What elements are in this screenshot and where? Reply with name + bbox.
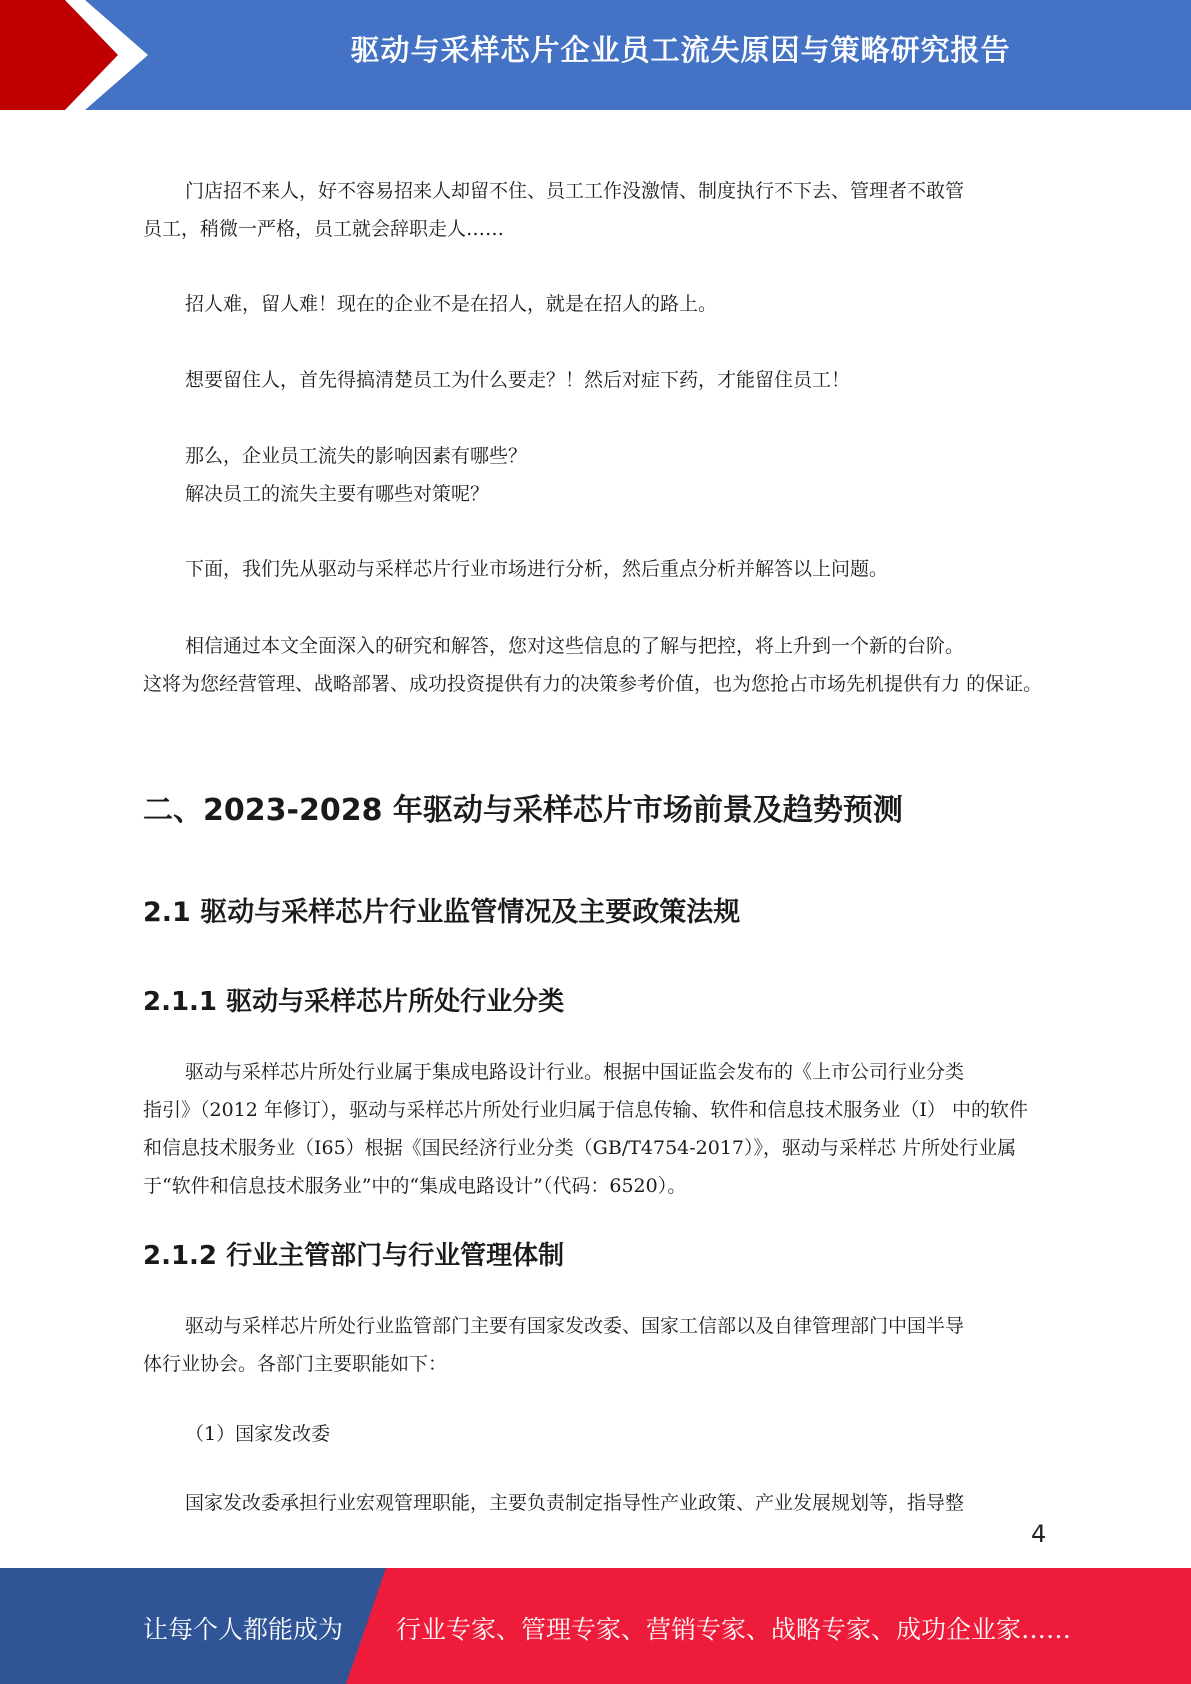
- text-line: （1）国家发改委: [185, 1423, 331, 1445]
- paragraph: [143, 285, 1045, 323]
- subsubsection-heading: 2.1.2 行业主管部门与行业管理体制: [143, 1241, 565, 1271]
- paragraph: [143, 627, 1045, 703]
- text-line: 这将为您经营管理、战略部署、成功投资提供有力的决策参考价值，也为您抢占市场先机提供有力: [143, 673, 961, 695]
- text-line: 指引》（2012 年修订），驱动与采样芯片所处行业归属于信息传输、软件和信息技术服务业（I）: [143, 1099, 946, 1121]
- text-line: 国家发改委承担行业宏观管理职能，主要负责制定指导性产业政策、产业发展规划等，指导整: [185, 1492, 965, 1514]
- text-line: 中的软件和信息技术服务业（I65）根据《国民经济行业分类（GB/T4754-2017）》，驱动与采样芯: [143, 1099, 1028, 1159]
- footer-slogan-right: 行业专家、管理专家、营销专家、战略专家、成功企业家……: [396, 1615, 1072, 1644]
- report-title: 驱动与采样芯片企业员工流失原因与策略研究报告: [350, 33, 1011, 67]
- list-item: [143, 1415, 1045, 1453]
- text-line: 驱动与采样芯片所处行业属于集成电路设计行业。根据中国证监会发布的《上市公司行业分类: [185, 1061, 965, 1083]
- paragraph-regulators: [143, 1307, 1045, 1383]
- footer-slogan-left: 让每个人都能成为: [143, 1615, 344, 1644]
- text-line: 那么，企业员工流失的影响因素有哪些？: [185, 445, 528, 467]
- paragraph: [143, 550, 1045, 588]
- subsection-heading: 2.1 驱动与采样芯片行业监管情况及主要政策法规: [143, 897, 741, 928]
- text-line: 片所处行业属于“软件和信息技术服务业”中的“集成电路设计”（代码：6520）。: [143, 1137, 1017, 1197]
- text-line: 门店招不来人，好不容易招来人却留不住、员工工作没激情、制度执行不下去、管理者不敢管: [185, 180, 965, 202]
- paragraph-questions: [143, 437, 1045, 513]
- text-line: 员工，稍微一严格，员工就会辞职走人……: [143, 218, 505, 240]
- page-number: 4: [1031, 1520, 1047, 1548]
- section-heading: 二、2023-2028 年驱动与采样芯片市场前景及趋势预测: [143, 793, 903, 828]
- subsubsection-heading: 2.1.1 驱动与采样芯片所处行业分类: [143, 987, 565, 1017]
- text-line: 驱动与采样芯片所处行业监管部门主要有国家发改委、国家工信部以及自律管理部门中国半导: [185, 1315, 965, 1337]
- text-line: 相信通过本文全面深入的研究和解答，您对这些信息的了解与把控，将上升到一个新的台阶。: [185, 635, 965, 657]
- paragraph: [143, 361, 1045, 399]
- page-footer: [0, 1568, 1191, 1684]
- text-line: 想要留住人，首先得搞清楚员工为什么要走？！然后对症下药，才能留住员工！: [185, 369, 851, 391]
- paragraph: [143, 1484, 1045, 1522]
- text-line: 解决员工的流失主要有哪些对策呢？: [185, 483, 490, 505]
- text-line: 下面，我们先从驱动与采样芯片行业市场进行分析，然后重点分析并解答以上问题。: [185, 558, 889, 580]
- text-line: 的保证。: [966, 673, 1043, 695]
- text-line: 体行业协会。各部门主要职能如下：: [143, 1353, 448, 1375]
- page-header: [0, 0, 1191, 110]
- paragraph-classification: [143, 1053, 1045, 1205]
- text-line: 招人难，留人难！现在的企业不是在招人，就是在招人的路上。: [185, 293, 718, 315]
- paragraph-intro: [143, 172, 1045, 248]
